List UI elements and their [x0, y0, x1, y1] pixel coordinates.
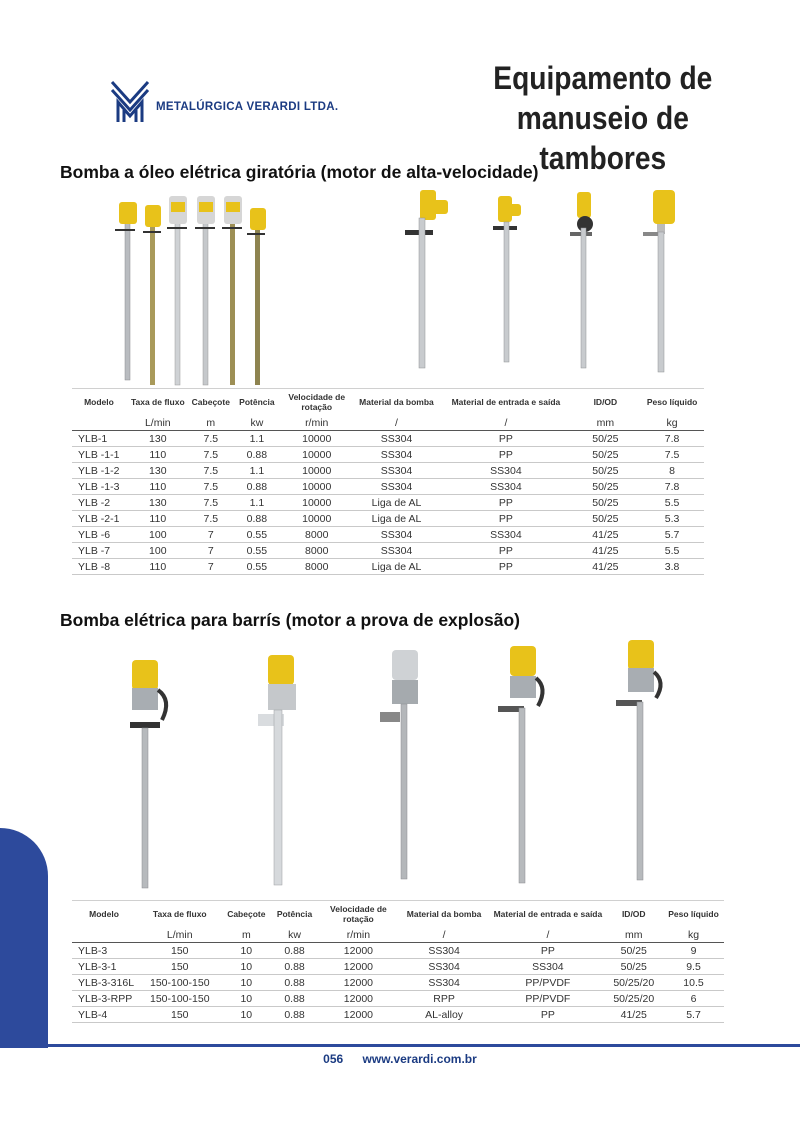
pump-image	[115, 196, 266, 385]
table-cell: 50/25	[604, 959, 663, 975]
table-cell: 150	[136, 959, 223, 975]
table-cell: 5.5	[640, 495, 704, 511]
table-cell: 1.1	[232, 431, 282, 447]
column-header: Cabeçote	[224, 901, 270, 928]
table-cell: YLB-3-RPP	[72, 991, 136, 1007]
table-cell: 50/25	[571, 463, 641, 479]
footer-divider	[0, 1044, 800, 1047]
table-cell: YLB -8	[72, 559, 126, 575]
table-cell: SS304	[397, 959, 491, 975]
table-cell: YLB-3-1	[72, 959, 136, 975]
table-cell: 130	[126, 495, 190, 511]
table-cell: 0.88	[269, 991, 320, 1007]
table-cell: YLB -7	[72, 543, 126, 559]
table-cell: PP	[441, 495, 570, 511]
table-cell: PP	[441, 431, 570, 447]
section1-title: Bomba a óleo elétrica giratória (motor de alta-velocidade)	[60, 162, 539, 182]
table-cell: 0.55	[232, 527, 282, 543]
table-cell: PP	[441, 543, 570, 559]
pump-image	[380, 650, 418, 879]
table-cell: 7.5	[190, 479, 232, 495]
table-cell: 8	[640, 463, 704, 479]
table-cell: 10	[224, 991, 270, 1007]
table-cell: AL-alloy	[397, 1007, 491, 1023]
table-cell: 6	[663, 991, 724, 1007]
table-cell: 7.5	[190, 511, 232, 527]
table-cell: 0.88	[269, 1007, 320, 1023]
table-cell: SS304	[491, 959, 604, 975]
table-cell: SS304	[352, 527, 442, 543]
pump-image	[493, 196, 521, 362]
table-cell: 10	[224, 975, 270, 991]
table-cell: YLB -2-1	[72, 511, 126, 527]
table-cell: 0.55	[232, 543, 282, 559]
table-cell: YLB -2	[72, 495, 126, 511]
table-cell: 7.5	[190, 495, 232, 511]
table-cell: Liga de AL	[352, 495, 442, 511]
column-header: Modelo	[72, 389, 126, 416]
page-title: Equipamento de manuseio de tambores	[493, 60, 713, 176]
table-cell: 7	[190, 559, 232, 575]
table-cell: 10000	[282, 495, 352, 511]
table-cell: 150-100-150	[136, 991, 223, 1007]
column-header: Potência	[269, 901, 320, 928]
side-tab-decoration	[0, 828, 48, 1048]
table-cell: 7.5	[640, 447, 704, 463]
table-cell: 50/25	[571, 431, 641, 447]
table-cell: PP	[441, 559, 570, 575]
column-header: Material de entrada e saída	[491, 901, 604, 928]
table-cell: 0.88	[232, 479, 282, 495]
table-cell: 7.8	[640, 479, 704, 495]
table-cell: 9	[663, 943, 724, 959]
column-header: Velocidade de rotação	[320, 901, 397, 928]
company-logo	[110, 80, 338, 124]
table-cell: 5.7	[640, 527, 704, 543]
table-cell: 50/25	[571, 495, 641, 511]
table-cell: 50/25	[604, 943, 663, 959]
table-cell: 10.5	[663, 975, 724, 991]
column-header: Cabeçote	[190, 389, 232, 416]
table-cell: 150	[136, 943, 223, 959]
table-cell: 130	[126, 463, 190, 479]
table-cell: 0.88	[232, 447, 282, 463]
table-cell: 41/25	[571, 543, 641, 559]
table-cell: 150-100-150	[136, 975, 223, 991]
table-cell: 150	[136, 1007, 223, 1023]
pump-photos-row1	[395, 188, 695, 378]
table-cell: SS304	[397, 943, 491, 959]
units-row: L/min m kw r/min / / mm kg	[72, 927, 724, 943]
table-cell: Liga de AL	[352, 559, 442, 575]
table-cell: 110	[126, 479, 190, 495]
pump-photos-row2	[110, 640, 690, 890]
website-link[interactable]: www.verardi.com.br	[362, 1052, 477, 1066]
table-cell: 7	[190, 543, 232, 559]
table-cell: PP/PVDF	[491, 975, 604, 991]
table-cell: PP	[441, 447, 570, 463]
table-cell: SS304	[352, 543, 442, 559]
table-cell: 7.5	[190, 463, 232, 479]
table-row	[72, 479, 704, 495]
table-cell: 100	[126, 543, 190, 559]
column-header: Modelo	[72, 901, 136, 928]
table-cell: 5.3	[640, 511, 704, 527]
table-row	[72, 431, 704, 447]
column-header: Taxa de fluxo	[126, 389, 190, 416]
table-cell: 12000	[320, 943, 397, 959]
pump-image	[570, 192, 593, 368]
pump-image	[498, 646, 543, 883]
table-cell: SS304	[441, 527, 570, 543]
table-cell: YLB-3-316L	[72, 975, 136, 991]
table-cell: YLB -6	[72, 527, 126, 543]
table-row	[72, 975, 724, 991]
table-cell: 8000	[282, 559, 352, 575]
table-cell: 8000	[282, 543, 352, 559]
table-cell: 12000	[320, 975, 397, 991]
table-cell: 7.5	[190, 431, 232, 447]
page-footer	[0, 1052, 800, 1066]
table-cell: SS304	[352, 447, 442, 463]
table-cell: RPP	[397, 991, 491, 1007]
table-cell: SS304	[352, 463, 442, 479]
column-header: Velocidade de rotação	[282, 389, 352, 416]
table-cell: 1.1	[232, 495, 282, 511]
page-number: 056	[323, 1052, 344, 1066]
table-cell: YLB -1-2	[72, 463, 126, 479]
table-cell: 10000	[282, 431, 352, 447]
table-cell: YLB-4	[72, 1007, 136, 1023]
table-cell: 41/25	[571, 527, 641, 543]
table-cell: SS304	[441, 463, 570, 479]
table-cell: 12000	[320, 1007, 397, 1023]
table-cell: 110	[126, 559, 190, 575]
table-cell: 130	[126, 431, 190, 447]
table-cell: 10	[224, 1007, 270, 1023]
table-cell: 110	[126, 447, 190, 463]
units-row: L/min m kw r/min / / mm kg	[72, 415, 704, 431]
column-header: ID/OD	[571, 389, 641, 416]
pump-group-photo	[105, 190, 290, 390]
table-cell: 0.88	[269, 943, 320, 959]
table-cell: 12000	[320, 991, 397, 1007]
pump-image	[616, 640, 661, 880]
table-cell: PP	[491, 943, 604, 959]
table-row	[72, 543, 704, 559]
table-row	[72, 943, 724, 959]
pump-image	[643, 190, 675, 372]
spec-table-2	[72, 900, 724, 1023]
verardi-logo-icon	[110, 80, 150, 124]
table-cell: 5.5	[640, 543, 704, 559]
table-cell: 50/25	[571, 479, 641, 495]
table-cell: 9.5	[663, 959, 724, 975]
pump-image	[405, 190, 448, 368]
pump-image	[130, 660, 166, 888]
table-cell: 8000	[282, 527, 352, 543]
table-cell: YLB-3	[72, 943, 136, 959]
column-header: Taxa de fluxo	[136, 901, 223, 928]
table-cell: 10000	[282, 479, 352, 495]
table-cell: PP	[491, 1007, 604, 1023]
table-cell: YLB-1	[72, 431, 126, 447]
table-body	[72, 431, 704, 575]
table-cell: 5.7	[663, 1007, 724, 1023]
table-cell: 7.8	[640, 431, 704, 447]
table-cell: 100	[126, 527, 190, 543]
table-cell: 41/25	[604, 1007, 663, 1023]
table-header-row	[72, 389, 704, 416]
column-header: ID/OD	[604, 901, 663, 928]
table-cell: 10000	[282, 447, 352, 463]
table-cell: YLB -1-3	[72, 479, 126, 495]
spec-table-1	[72, 388, 704, 575]
table-cell: 0.88	[269, 959, 320, 975]
table-cell: SS304	[441, 479, 570, 495]
company-name: METALÚRGICA VERARDI LTDA.	[156, 101, 339, 113]
table-cell: 1.1	[232, 463, 282, 479]
table-cell: 0.55	[232, 559, 282, 575]
pump-image	[258, 655, 296, 885]
table-cell: 50/25	[571, 511, 641, 527]
table-cell: 10000	[282, 463, 352, 479]
table-cell: 7.5	[190, 447, 232, 463]
table-body	[72, 943, 724, 1023]
table-cell: 12000	[320, 959, 397, 975]
table-cell: 41/25	[571, 559, 641, 575]
table-row	[72, 527, 704, 543]
table-row	[72, 559, 704, 575]
table-row	[72, 463, 704, 479]
column-header: Material da bomba	[397, 901, 491, 928]
table-row	[72, 511, 704, 527]
table-cell: 7	[190, 527, 232, 543]
table-cell: 10000	[282, 511, 352, 527]
table-cell: PP/PVDF	[491, 991, 604, 1007]
table-cell: SS304	[352, 431, 442, 447]
column-header: Peso líquido	[640, 389, 704, 416]
table-cell: SS304	[352, 479, 442, 495]
table-cell: SS304	[397, 975, 491, 991]
column-header: Potência	[232, 389, 282, 416]
table-cell: 50/25/20	[604, 975, 663, 991]
table-cell: 10	[224, 943, 270, 959]
table-row	[72, 1007, 724, 1023]
table-cell: 110	[126, 511, 190, 527]
table-cell: 50/25/20	[604, 991, 663, 1007]
table-cell: PP	[441, 511, 570, 527]
column-header: Material de entrada e saída	[441, 389, 570, 416]
column-header: Peso líquido	[663, 901, 724, 928]
table-cell: 50/25	[571, 447, 641, 463]
table-cell: Liga de AL	[352, 511, 442, 527]
table-cell: 10	[224, 959, 270, 975]
table-cell: 3.8	[640, 559, 704, 575]
column-header: Material da bomba	[352, 389, 442, 416]
table-row	[72, 495, 704, 511]
section2-title: Bomba elétrica para barrís (motor a prova de explosão)	[60, 610, 521, 630]
table-cell: YLB -1-1	[72, 447, 126, 463]
table-header-row	[72, 901, 724, 928]
table-cell: 0.88	[269, 975, 320, 991]
table-row	[72, 447, 704, 463]
table-row	[72, 991, 724, 1007]
table-cell: 0.88	[232, 511, 282, 527]
table-row	[72, 959, 724, 975]
